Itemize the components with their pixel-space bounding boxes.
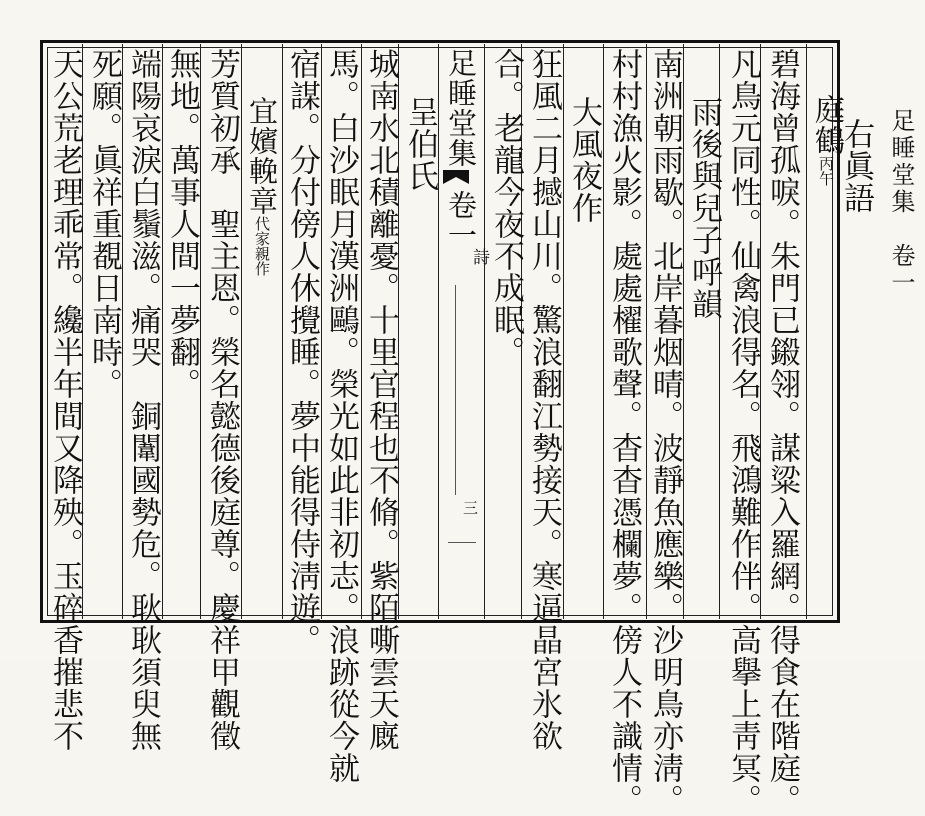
text-column: 碧海曾孤唳。朱門已鎩翎。謀粱入羅網。得食在階庭。 — [764, 48, 800, 816]
poem-title: 大風夜作 — [566, 96, 602, 224]
text-column: 馬。白沙眠月漢洲鷗。榮光如此非初志。浪跡從今就 — [323, 48, 359, 784]
column-rule — [563, 44, 564, 619]
text-column: 右眞語 — [838, 118, 874, 214]
poem-title: 雨後與兒子呼韻 — [686, 96, 722, 320]
column-rule — [806, 44, 807, 619]
column-rule — [241, 44, 242, 619]
text-column: 端陽哀淚白鬚滋。痛哭 銅闈國勢危。耿耿須臾無 — [125, 48, 161, 752]
text-column: 凡鳥元同性。仙禽浪得名。飛鴻難作伴。高擧上靑冥。 — [725, 48, 761, 816]
column-rule — [200, 44, 201, 619]
column-rule — [683, 44, 684, 619]
poem-title: 庭鶴丙午 — [809, 94, 844, 186]
text-column: 天公荒老理乖常。纔半年間又降殃。玉碎香摧悲不 — [47, 48, 83, 752]
poem-note: 丙午 — [817, 156, 835, 186]
column-rule — [282, 44, 283, 619]
column-rule — [361, 44, 362, 619]
text-column: 村村漁火影。處處櫂歌聲。杳杳憑欄夢。傍人不識情。 — [606, 48, 642, 816]
column-rule — [484, 44, 485, 619]
poem-title: 呈伯氏 — [402, 96, 438, 192]
column-rule — [321, 44, 322, 619]
poem-title: 宜嬪輓章代家親作 — [245, 96, 279, 276]
text-column: 南洲朝雨歇。北岸暮烟晴。波靜魚應樂。沙明鳥亦淸。 — [647, 48, 683, 816]
fish-tail-mark — [443, 170, 469, 184]
text-column: 芳質初承 聖主恩。榮名懿德後庭尊。慶祥甲觀徵 — [204, 48, 240, 752]
text-column: 城南水北積離憂。十里官程也不脩。紫陌嘶雲天廐 — [363, 48, 399, 752]
margin-header: 足睡堂集 卷一 — [887, 108, 915, 297]
column-rule — [438, 44, 439, 619]
fold-dash — [448, 542, 476, 543]
fold-line — [455, 285, 456, 495]
fold-title: 足睡堂集 — [444, 48, 478, 168]
text-column: 死願。眞祥重覩日南時。 — [86, 48, 122, 400]
column-rule — [122, 44, 123, 619]
column-rule — [162, 44, 163, 619]
text-column: 狂風二月撼山川。驚浪翻江勢接天。寒逼晶宮氷欲 — [526, 48, 562, 752]
page-number: 三 — [461, 500, 479, 515]
fold-label: 詩 — [469, 248, 489, 265]
column-rule — [603, 44, 604, 619]
poem-note: 代家親作 — [253, 216, 271, 276]
fold-volume: 卷一 — [444, 190, 478, 250]
text-column: 無地。萬事人間一夢翻。 — [164, 48, 200, 400]
text-column: 宿謀。分付傍人休攪睡。夢中能得侍淸遊。 — [284, 48, 320, 656]
text-column: 合。老龍今夜不成眠。 — [488, 48, 524, 368]
